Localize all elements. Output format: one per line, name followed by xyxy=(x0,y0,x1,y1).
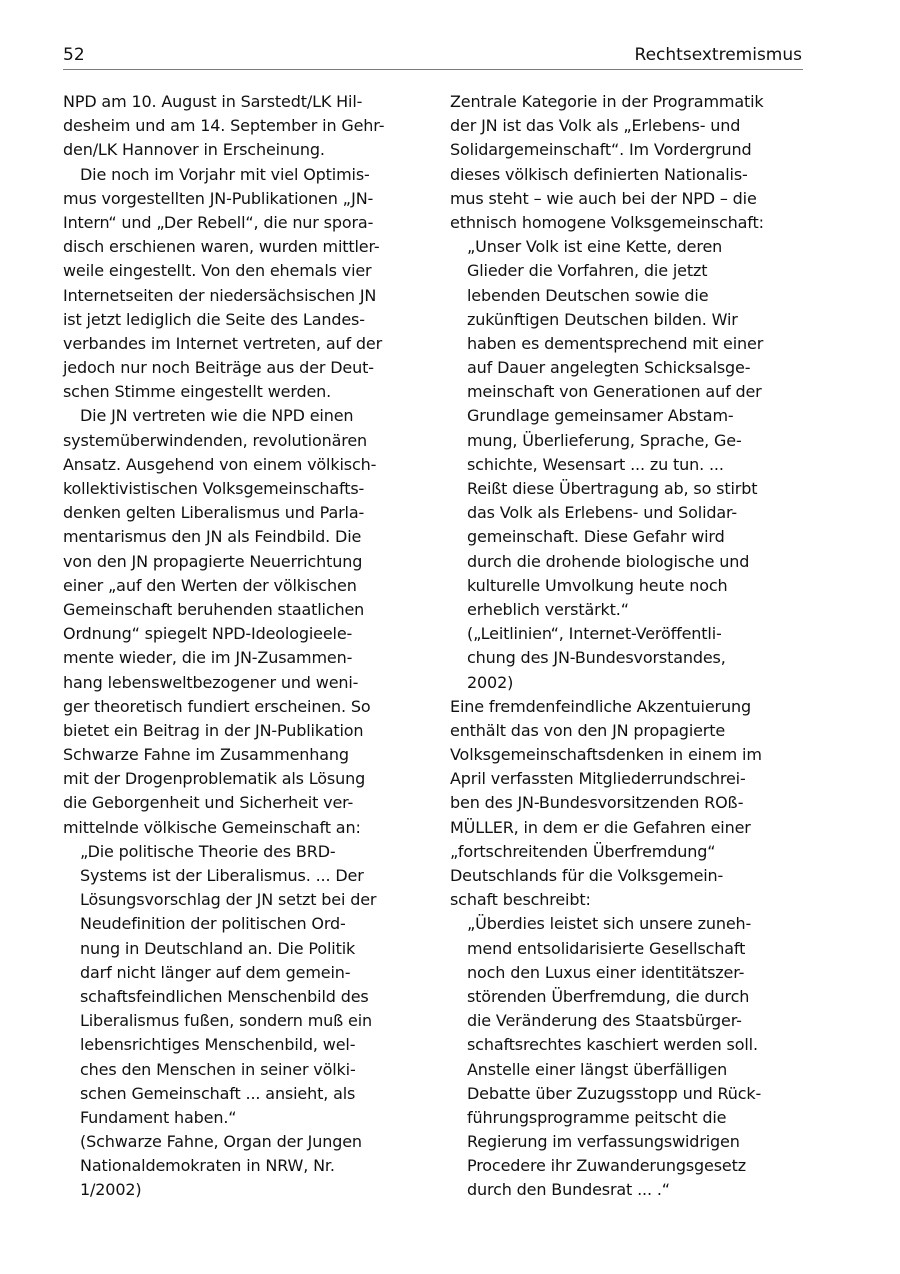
text-line: April verfassten Mitgliederrundschrei- xyxy=(450,769,746,789)
text-line: erheblich verstärkt.“ xyxy=(467,599,629,619)
text-line: den/LK Hannover in Erscheinung. xyxy=(63,140,325,160)
text-line: „Überdies leistet sich unsere zuneh- xyxy=(467,914,752,934)
text-line: Anstelle einer längst überfälligen xyxy=(467,1059,728,1079)
text-line: weile eingestellt. Von den ehemals vier xyxy=(63,261,372,281)
text-line: 1/2002) xyxy=(80,1180,142,1200)
text-line: schen Gemeinschaft ... ansieht, als xyxy=(80,1083,356,1103)
text-line: Deutschlands für die Volksgemein- xyxy=(450,866,724,885)
text-line: (Schwarze Fahne, Organ der Jungen xyxy=(80,1132,362,1152)
text-line: („Leitlinien“, Internet-Veröffentli- xyxy=(467,624,722,644)
text-line: lebensrichtiges Menschenbild, wel- xyxy=(80,1035,356,1055)
text-line: Lösungsvorschlag der JN setzt bei der xyxy=(80,890,377,910)
text-line: Die JN vertreten wie die NPD einen xyxy=(80,406,354,426)
text-line: störenden Überfremdung, die durch xyxy=(467,986,750,1006)
text-line: die Geborgenheit und Sicherheit ver- xyxy=(63,793,354,813)
text-line: ethnisch homogene Volksgemeinschaft: xyxy=(450,212,764,232)
text-line: mente wieder, die im JN-Zusammen- xyxy=(63,648,353,668)
text-line: kulturelle Umvolkung heute noch xyxy=(467,575,728,595)
text-line: darf nicht länger auf dem gemein- xyxy=(80,962,351,982)
text-line: Debatte über Zuzugsstopp und Rück- xyxy=(467,1083,762,1103)
text-line: Neudefinition der politischen Ord- xyxy=(80,914,346,934)
text-line: Ordnung“ spiegelt NPD-Ideologieele- xyxy=(63,624,353,644)
text-line: denken gelten Liberalismus und Parla- xyxy=(63,503,365,523)
text-line: mend entsolidarisierte Gesellschaft xyxy=(467,938,746,958)
text-line: Internetseiten der niedersächsischen JN xyxy=(63,285,377,305)
text-line: Die noch im Vorjahr mit viel Optimis- xyxy=(80,164,370,184)
text-line: Gemeinschaft beruhenden staatlichen xyxy=(63,599,365,619)
text-line: MÜLLER, in dem er die Gefahren einer xyxy=(450,817,751,837)
text-line: mung, Überlieferung, Sprache, Ge- xyxy=(467,430,742,450)
text-line: Liberalismus fußen, sondern muß ein xyxy=(80,1011,372,1031)
page-number: 52 xyxy=(63,45,85,65)
text-line: „fortschreitenden Überfremdung“ xyxy=(450,841,716,861)
text-line: schen Stimme eingestellt werden. xyxy=(63,382,332,402)
text-line: schichte, Wesensart ... zu tun. ... xyxy=(467,454,724,474)
text-line: Fundament haben.“ xyxy=(80,1107,237,1127)
text-line: Eine fremdenfeindliche Akzentuierung xyxy=(450,696,751,716)
text-line: Reißt diese Übertragung ab, so stirbt xyxy=(467,479,758,498)
text-line: nung in Deutschland an. Die Politik xyxy=(80,938,356,958)
text-line: 2002) xyxy=(467,672,514,692)
running-head: Rechtsextremismus xyxy=(634,45,802,65)
text-line: desheim und am 14. September in Gehr- xyxy=(63,116,385,136)
text-line: Schwarze Fahne im Zusammenhang xyxy=(63,745,349,765)
text-line: ist jetzt lediglich die Seite des Landes- xyxy=(63,309,365,329)
text-line: Solidargemeinschaft“. Im Vordergrund xyxy=(450,140,752,160)
text-line: Ansatz. Ausgehend von einem völkisch- xyxy=(63,454,377,474)
right-column xyxy=(450,90,805,1203)
text-line: mus steht – wie auch bei der NPD – die xyxy=(450,188,757,208)
text-line: durch die drohende biologische und xyxy=(467,551,750,571)
text-line: dieses völkisch definierten Nationalis- xyxy=(450,164,748,184)
text-line: bietet ein Beitrag in der JN-Publikation xyxy=(63,720,364,740)
text-line: verbandes im Internet vertreten, auf der xyxy=(63,333,383,353)
text-line: ger theoretisch fundiert erscheinen. So xyxy=(63,696,371,716)
text-line: systemüberwindenden, revolutionären xyxy=(63,430,368,450)
text-line: ben des JN-Bundesvorsitzenden ROß- xyxy=(450,793,744,813)
text-line: Systems ist der Liberalismus. ... Der xyxy=(80,866,364,885)
text-line: NPD am 10. August in Sarstedt/LK Hil- xyxy=(63,92,363,111)
text-line: führungsprogramme peitscht die xyxy=(467,1107,727,1127)
text-line: das Volk als Erlebens- und Solidar- xyxy=(467,503,738,523)
text-line: lebenden Deutschen sowie die xyxy=(467,285,709,305)
text-line: „Unser Volk ist eine Kette, deren xyxy=(467,237,723,257)
text-line: auf Dauer angelegten Schicksalsge- xyxy=(467,358,751,378)
text-line: kollektivistischen Volksgemeinschafts- xyxy=(63,479,365,498)
text-line: haben es dementsprechend mit einer xyxy=(467,333,764,353)
text-line: Volksgemeinschaftsdenken in einem im xyxy=(450,745,762,765)
text-line: enthält das von den JN propagierte xyxy=(450,720,726,740)
text-line: hang lebensweltbezogener und weni- xyxy=(63,672,359,692)
text-line: chung des JN-Bundesvorstandes, xyxy=(467,648,726,668)
text-line: Zentrale Kategorie in der Programmatik xyxy=(450,92,764,111)
text-line: meinschaft von Generationen auf der xyxy=(467,382,762,402)
text-line: mus vorgestellten JN-Publikationen „JN- xyxy=(63,188,374,208)
text-line: ches den Menschen in seiner völki- xyxy=(80,1059,356,1079)
text-line: von den JN propagierte Neuerrichtung xyxy=(63,551,363,571)
text-line: Glieder die Vorfahren, die jetzt xyxy=(467,261,708,281)
text-line: Grundlage gemeinsamer Abstam- xyxy=(467,406,734,426)
text-line: schaft beschreibt: xyxy=(450,890,591,910)
text-line: schaftsrechtes kaschiert werden soll. xyxy=(467,1035,758,1055)
text-line: einer „auf den Werten der völkischen xyxy=(63,575,357,595)
text-line: mit der Drogenproblematik als Lösung xyxy=(63,769,366,789)
text-line: noch den Luxus einer identitätszer- xyxy=(467,962,745,982)
header-rule xyxy=(63,69,803,70)
text-line: mittelnde völkische Gemeinschaft an: xyxy=(63,817,361,837)
text-line: gemeinschaft. Diese Gefahr wird xyxy=(467,527,725,547)
text-line: der JN ist das Volk als „Erlebens- und xyxy=(450,116,741,136)
text-line: die Veränderung des Staatsbürger- xyxy=(467,1011,742,1031)
text-line: Intern“ und „Der Rebell“, die nur spora- xyxy=(63,212,374,232)
text-line: mentarismus den JN als Feindbild. Die xyxy=(63,527,362,547)
text-line: durch den Bundesrat ... .“ xyxy=(467,1180,670,1200)
left-column xyxy=(63,90,418,1203)
text-line: „Die politische Theorie des BRD- xyxy=(80,841,336,861)
text-line: disch erschienen waren, wurden mittler- xyxy=(63,237,380,257)
text-line: schaftsfeindlichen Menschenbild des xyxy=(80,986,369,1006)
text-line: Procedere ihr Zuwanderungsgesetz xyxy=(467,1156,746,1176)
text-line: Regierung im verfassungswidrigen xyxy=(467,1132,740,1152)
text-line: Nationaldemokraten in NRW, Nr. xyxy=(80,1156,335,1176)
text-line: zukünftigen Deutschen bilden. Wir xyxy=(467,309,738,329)
text-line: jedoch nur noch Beiträge aus der Deut- xyxy=(63,358,374,378)
